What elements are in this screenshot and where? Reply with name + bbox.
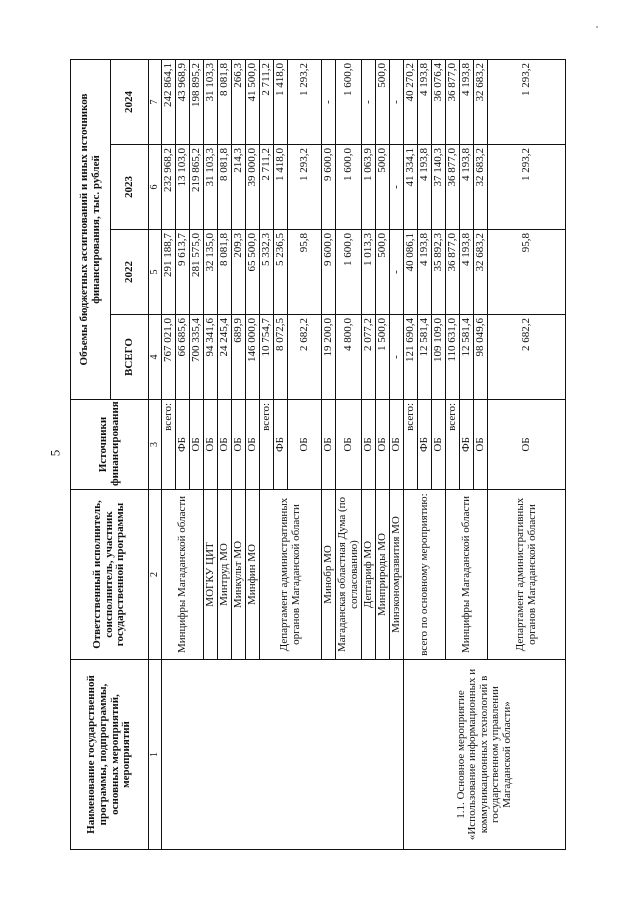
executor-cell: Минэкономразвития МО bbox=[390, 490, 404, 660]
executor-cell: МОГКУ ЦИТ bbox=[204, 490, 218, 660]
executor-cell: Минобр МО bbox=[322, 490, 336, 660]
executor-cell: Дептариф МО bbox=[362, 490, 376, 660]
rotated-page-content bbox=[70, 60, 570, 850]
source-cell: ФБ bbox=[176, 400, 190, 490]
page-number: 5 bbox=[47, 449, 63, 457]
year-2024-cell: 1 600,0 bbox=[336, 59, 362, 144]
measure-name-cell: 1.1. Основное мероприятие «Использование информационных и коммуникационных технологий в государственном управлении Магаданской области» bbox=[404, 660, 566, 850]
year-2024-cell: 4 193,8 bbox=[460, 59, 474, 144]
year-2023-cell: 9 600,0 bbox=[322, 145, 336, 230]
year-2023-cell: 500,0 bbox=[376, 145, 390, 230]
source-cell: всего: bbox=[446, 400, 460, 490]
source-cell: ОБ bbox=[488, 400, 566, 490]
year-2023-cell: 37 140,3 bbox=[432, 145, 446, 230]
year-2023-cell: 1 293,2 bbox=[288, 145, 322, 230]
year-2024-cell: 41 500,0 bbox=[246, 59, 260, 144]
total-cell: 66 685,6 bbox=[176, 315, 190, 400]
year-2022-cell: 9 613,7 bbox=[176, 230, 190, 315]
total-cell: 94 341,6 bbox=[204, 315, 218, 400]
year-2022-cell: 5 236,5 bbox=[274, 230, 288, 315]
total-cell: 2 077,2 bbox=[362, 315, 376, 400]
source-cell: ОБ bbox=[190, 400, 204, 490]
year-2022-cell: 40 086,1 bbox=[404, 230, 418, 315]
total-cell: 110 631,0 bbox=[446, 315, 460, 400]
year-2022-cell: 1 600,0 bbox=[336, 230, 362, 315]
executor-cell: Магаданская областная Дума (по согласованию) bbox=[336, 490, 362, 660]
year-2022-cell: 8 081,8 bbox=[218, 230, 232, 315]
year-2022-cell: 35 892,3 bbox=[432, 230, 446, 315]
year-2022-cell: 65 500,0 bbox=[246, 230, 260, 315]
total-cell: 12 581,4 bbox=[460, 315, 474, 400]
year-2023-cell: 4 193,8 bbox=[418, 145, 432, 230]
total-cell: 98 049,6 bbox=[474, 315, 488, 400]
column-number: 5 bbox=[149, 230, 162, 315]
executor-cell: Минцифры Магаданской области bbox=[162, 490, 204, 660]
year-2024-cell: - bbox=[390, 59, 404, 144]
header-budget-volumes: Объемы бюджетных ассигнований и иных источников финансирования, тыс. рублей bbox=[71, 59, 111, 399]
header-year-2024: 2024 bbox=[111, 59, 149, 144]
source-cell: ФБ bbox=[274, 400, 288, 490]
column-number: 6 bbox=[149, 145, 162, 230]
year-2023-cell: 13 103,0 bbox=[176, 145, 190, 230]
total-cell: 146 000,0 bbox=[246, 315, 260, 400]
source-cell: ФБ bbox=[418, 400, 432, 490]
year-2022-cell: 4 193,8 bbox=[418, 230, 432, 315]
year-2022-cell: 209,3 bbox=[232, 230, 246, 315]
year-2024-cell: - bbox=[362, 59, 376, 144]
header-year-2023: 2023 bbox=[111, 145, 149, 230]
total-cell: 24 245,4 bbox=[218, 315, 232, 400]
financing-table bbox=[70, 59, 566, 850]
source-cell: ОБ bbox=[376, 400, 390, 490]
total-cell: 2 682,2 bbox=[288, 315, 322, 400]
year-2024-cell: 43 968,9 bbox=[176, 59, 190, 144]
year-2023-cell: 219 865,2 bbox=[190, 145, 204, 230]
source-cell: ФБ bbox=[460, 400, 474, 490]
source-cell: ОБ bbox=[246, 400, 260, 490]
year-2022-cell: 281 575,0 bbox=[190, 230, 204, 315]
total-cell: 10 754,7 bbox=[260, 315, 274, 400]
year-2024-cell: 31 103,3 bbox=[204, 59, 218, 144]
header-total: ВСЕГО bbox=[111, 315, 149, 400]
executor-cell: Департамент административных органов Магаданской области bbox=[260, 490, 322, 660]
column-number-row bbox=[149, 59, 162, 849]
year-2024-cell: 1 418,0 bbox=[274, 59, 288, 144]
year-2022-cell: 1 013,3 bbox=[362, 230, 376, 315]
executor-cell: Минцифры Магаданской области bbox=[446, 490, 488, 660]
total-cell: 19 200,0 bbox=[322, 315, 336, 400]
year-2022-cell: 4 193,8 bbox=[460, 230, 474, 315]
column-number: 3 bbox=[149, 400, 162, 490]
source-cell: ОБ bbox=[390, 400, 404, 490]
year-2024-cell: 40 270,2 bbox=[404, 59, 418, 144]
year-2024-cell: 242 864,1 bbox=[162, 59, 176, 144]
total-cell: 8 072,5 bbox=[274, 315, 288, 400]
source-cell: ОБ bbox=[232, 400, 246, 490]
total-cell: 12 581,4 bbox=[418, 315, 432, 400]
measure-name-cell bbox=[162, 660, 404, 850]
year-2024-cell: 32 683,2 bbox=[474, 59, 488, 144]
total-cell: 1 500,0 bbox=[376, 315, 390, 400]
year-2022-cell: 32 135,0 bbox=[204, 230, 218, 315]
source-cell: ОБ bbox=[218, 400, 232, 490]
year-2023-cell: 1 063,9 bbox=[362, 145, 376, 230]
column-number: 2 bbox=[149, 490, 162, 660]
year-2022-cell: 291 188,7 bbox=[162, 230, 176, 315]
source-cell: всего: bbox=[162, 400, 176, 490]
year-2023-cell: 31 103,3 bbox=[204, 145, 218, 230]
source-cell: всего: bbox=[404, 400, 418, 490]
year-2022-cell: 5 332,3 bbox=[260, 230, 274, 315]
header-program-name: Наименование государственной программы, подпрограммы, основных мероприятий, мероприятий bbox=[71, 660, 149, 850]
executor-cell: Минприроды МО bbox=[376, 490, 390, 660]
year-2022-cell: 95,8 bbox=[288, 230, 322, 315]
executor-cell: всего по основному мероприятию: bbox=[404, 490, 446, 660]
total-cell: 689,9 bbox=[232, 315, 246, 400]
year-2022-cell: - bbox=[390, 230, 404, 315]
year-2023-cell: 214,3 bbox=[232, 145, 246, 230]
column-number: 1 bbox=[149, 660, 162, 850]
year-2024-cell: 8 081,8 bbox=[218, 59, 232, 144]
year-2024-cell: - bbox=[322, 59, 336, 144]
year-2024-cell: 1 293,2 bbox=[288, 59, 322, 144]
year-2024-cell: 36 076,4 bbox=[432, 59, 446, 144]
year-2024-cell: 2 711,2 bbox=[260, 59, 274, 144]
source-cell: всего: bbox=[260, 400, 274, 490]
year-2023-cell: 232 968,2 bbox=[162, 145, 176, 230]
executor-cell: Минфин МО bbox=[246, 490, 260, 660]
total-cell: 4 800,0 bbox=[336, 315, 362, 400]
executor-cell: Минтруд МО bbox=[218, 490, 232, 660]
total-cell: 767 021,0 bbox=[162, 315, 176, 400]
header-executor: Ответственный исполнитель, соисполнитель, участник государственной программы bbox=[71, 490, 149, 660]
executor-cell: Департамент административных органов Магаданской области bbox=[488, 490, 566, 660]
year-2023-cell: 41 334,1 bbox=[404, 145, 418, 230]
year-2022-cell: 36 877,0 bbox=[446, 230, 460, 315]
source-cell: ОБ bbox=[432, 400, 446, 490]
total-cell: 121 690,4 bbox=[404, 315, 418, 400]
total-cell: - bbox=[390, 315, 404, 400]
header-financing-source: Источники финансирования bbox=[71, 400, 149, 490]
year-2023-cell: 8 081,8 bbox=[218, 145, 232, 230]
total-cell: 109 109,0 bbox=[432, 315, 446, 400]
year-2024-cell: 266,3 bbox=[232, 59, 246, 144]
year-2023-cell: 1 600,0 bbox=[336, 145, 362, 230]
year-2022-cell: 9 600,0 bbox=[322, 230, 336, 315]
year-2024-cell: 500,0 bbox=[376, 59, 390, 144]
year-2023-cell: 39 000,0 bbox=[246, 145, 260, 230]
year-2024-cell: 198 895,2 bbox=[190, 59, 204, 144]
year-2023-cell: 32 683,2 bbox=[474, 145, 488, 230]
header-year-2022: 2022 bbox=[111, 230, 149, 315]
executor-cell: Минкульт МО bbox=[232, 490, 246, 660]
column-number: 4 bbox=[149, 315, 162, 400]
year-2023-cell: 2 711,2 bbox=[260, 145, 274, 230]
source-cell: ОБ bbox=[204, 400, 218, 490]
source-cell: ОБ bbox=[336, 400, 362, 490]
year-2022-cell: 500,0 bbox=[376, 230, 390, 315]
total-cell: 2 682,2 bbox=[488, 315, 566, 400]
source-cell: ОБ bbox=[362, 400, 376, 490]
year-2024-cell: 36 877,0 bbox=[446, 59, 460, 144]
year-2023-cell: 1 293,2 bbox=[488, 145, 566, 230]
year-2022-cell: 95,8 bbox=[488, 230, 566, 315]
year-2023-cell: - bbox=[390, 145, 404, 230]
year-2022-cell: 32 683,2 bbox=[474, 230, 488, 315]
source-cell: ОБ bbox=[474, 400, 488, 490]
source-cell: ОБ bbox=[322, 400, 336, 490]
source-cell: ОБ bbox=[288, 400, 322, 490]
year-2023-cell: 1 418,0 bbox=[274, 145, 288, 230]
scan-artifact bbox=[596, 26, 598, 28]
column-number: 7 bbox=[149, 59, 162, 144]
year-2023-cell: 4 193,8 bbox=[460, 145, 474, 230]
year-2024-cell: 4 193,8 bbox=[418, 59, 432, 144]
year-2023-cell: 36 877,0 bbox=[446, 145, 460, 230]
year-2024-cell: 1 293,2 bbox=[488, 59, 566, 144]
total-cell: 700 335,4 bbox=[190, 315, 204, 400]
